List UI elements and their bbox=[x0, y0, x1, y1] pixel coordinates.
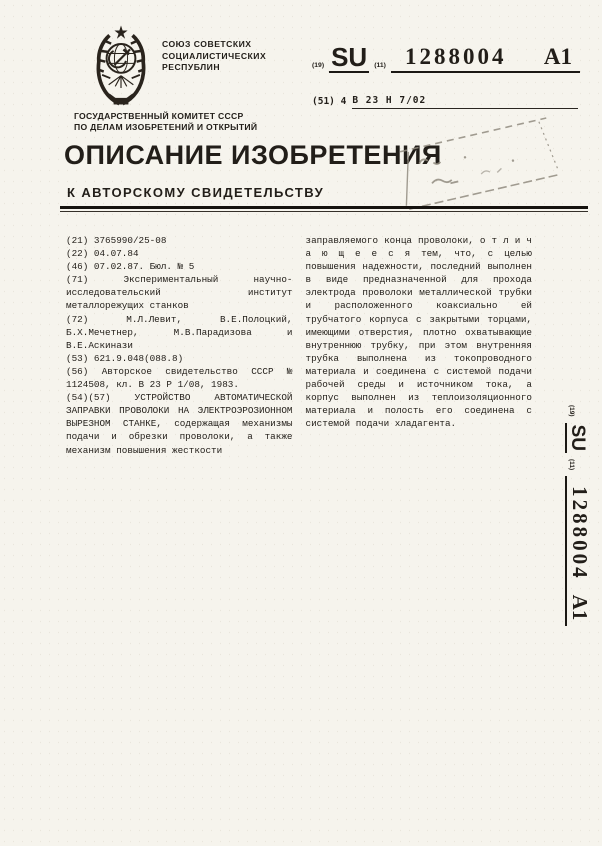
biblio-entry: (72) М.Л.Левит, В.Е.Полоцкий, Б.Х.Мечетнер, М.В.Парадизова и В.Е.Аскинази bbox=[66, 313, 293, 351]
biblio-entry: (71) Экспериментальный научно-исследовательский институт металлорежущих станков bbox=[66, 274, 293, 312]
page-title: ОПИСАНИЕ ИЗОБРЕТЕНИЯ bbox=[64, 140, 442, 170]
abstract-column bbox=[306, 234, 533, 457]
document-code bbox=[312, 44, 580, 73]
ipc-label: (51) 4 bbox=[312, 96, 347, 107]
committee-name-line: ГОСУДАРСТВЕННЫЙ КОМИТЕТ СССР bbox=[74, 111, 244, 121]
publication-number-label: (11) bbox=[374, 62, 386, 69]
country-code: SU bbox=[567, 424, 588, 451]
publication-number: 1288004 bbox=[568, 486, 592, 581]
abstract-text: заправляемого конца проволоки, о т л и ч а ю щ е е с я тем, что, с целью повышения надежности, последний выполнен в виде предназначенной для прохода электрода проволоки металлической трубки и расположенного коаксиально ей трубчатого корпуса с закрытыми торцами, имеющими отверстия, плотно охватывающие внутреннюю трубку, при этом внутренняя трубка выполнена из токопроводного материала и соединена с системой подачи рабочей среды и источником тока, а корпус выполнен из теплоизоляционного материала и полость его соединена с системой подачи хладагента. bbox=[305, 235, 532, 430]
ussr-coat-of-arms-icon bbox=[84, 22, 158, 108]
document-kind-code: A1 bbox=[543, 44, 572, 69]
document-kind-code: A1 bbox=[568, 594, 592, 621]
bibliographic-column bbox=[66, 234, 293, 457]
country-code-label: (19) bbox=[312, 62, 325, 69]
biblio-entry: (22) 04.07.84 bbox=[66, 248, 139, 260]
biblio-entry: (21) 3765990/25-08 bbox=[66, 235, 167, 246]
publication-number-box bbox=[391, 45, 580, 73]
country-code-label: (19) bbox=[568, 405, 575, 417]
vertical-document-code bbox=[565, 405, 590, 626]
union-name bbox=[162, 39, 266, 74]
union-name-line: СОЦИАЛИСТИЧЕСКИХ bbox=[162, 50, 267, 61]
biblio-entry: (56) Авторское свидетельство СССР № 1124508, кл. В 23 Р 1/08, 1983. bbox=[66, 365, 293, 391]
biblio-entry: (46) 07.02.87. Бюл. № 5 bbox=[66, 261, 195, 273]
publication-number-label: (11) bbox=[568, 458, 575, 471]
committee-name bbox=[74, 111, 257, 133]
union-name-line: РЕСПУБЛИН bbox=[162, 62, 221, 72]
publication-number-box bbox=[565, 476, 590, 626]
separator-rule bbox=[60, 206, 588, 212]
ipc-class: В 23 Н 7/02 bbox=[352, 95, 578, 109]
document-body bbox=[66, 234, 532, 457]
country-code: SU bbox=[331, 42, 368, 72]
union-name-line: СОЮЗ СОВЕТСКИХ bbox=[162, 39, 252, 49]
committee-name-line: ПО ДЕЛАМ ИЗОБРЕТЕНИЙ И ОТКРЫТИЙ bbox=[74, 122, 258, 132]
abstract-title-entry: (54)(57) УСТРОЙСТВО АВТОМАТИЧЕСКОЙ ЗАПРАВКИ ПРОВОЛОКИ НА ЭЛЕКТРОЭРОЗИОННОМ ВЫРЕЗНОМ СТАНКЕ, содержащая механизмы подачи и обрезки проволоки, а также механизм повышения жесткости bbox=[66, 392, 293, 456]
publication-number: 1288004 bbox=[404, 44, 507, 69]
page-subtitle: К АВТОРСКОМУ СВИДЕТЕЛЬСТВУ bbox=[67, 185, 325, 200]
biblio-entry: (53) 621.9.048(088.8) bbox=[66, 352, 184, 364]
star-icon bbox=[114, 26, 127, 39]
